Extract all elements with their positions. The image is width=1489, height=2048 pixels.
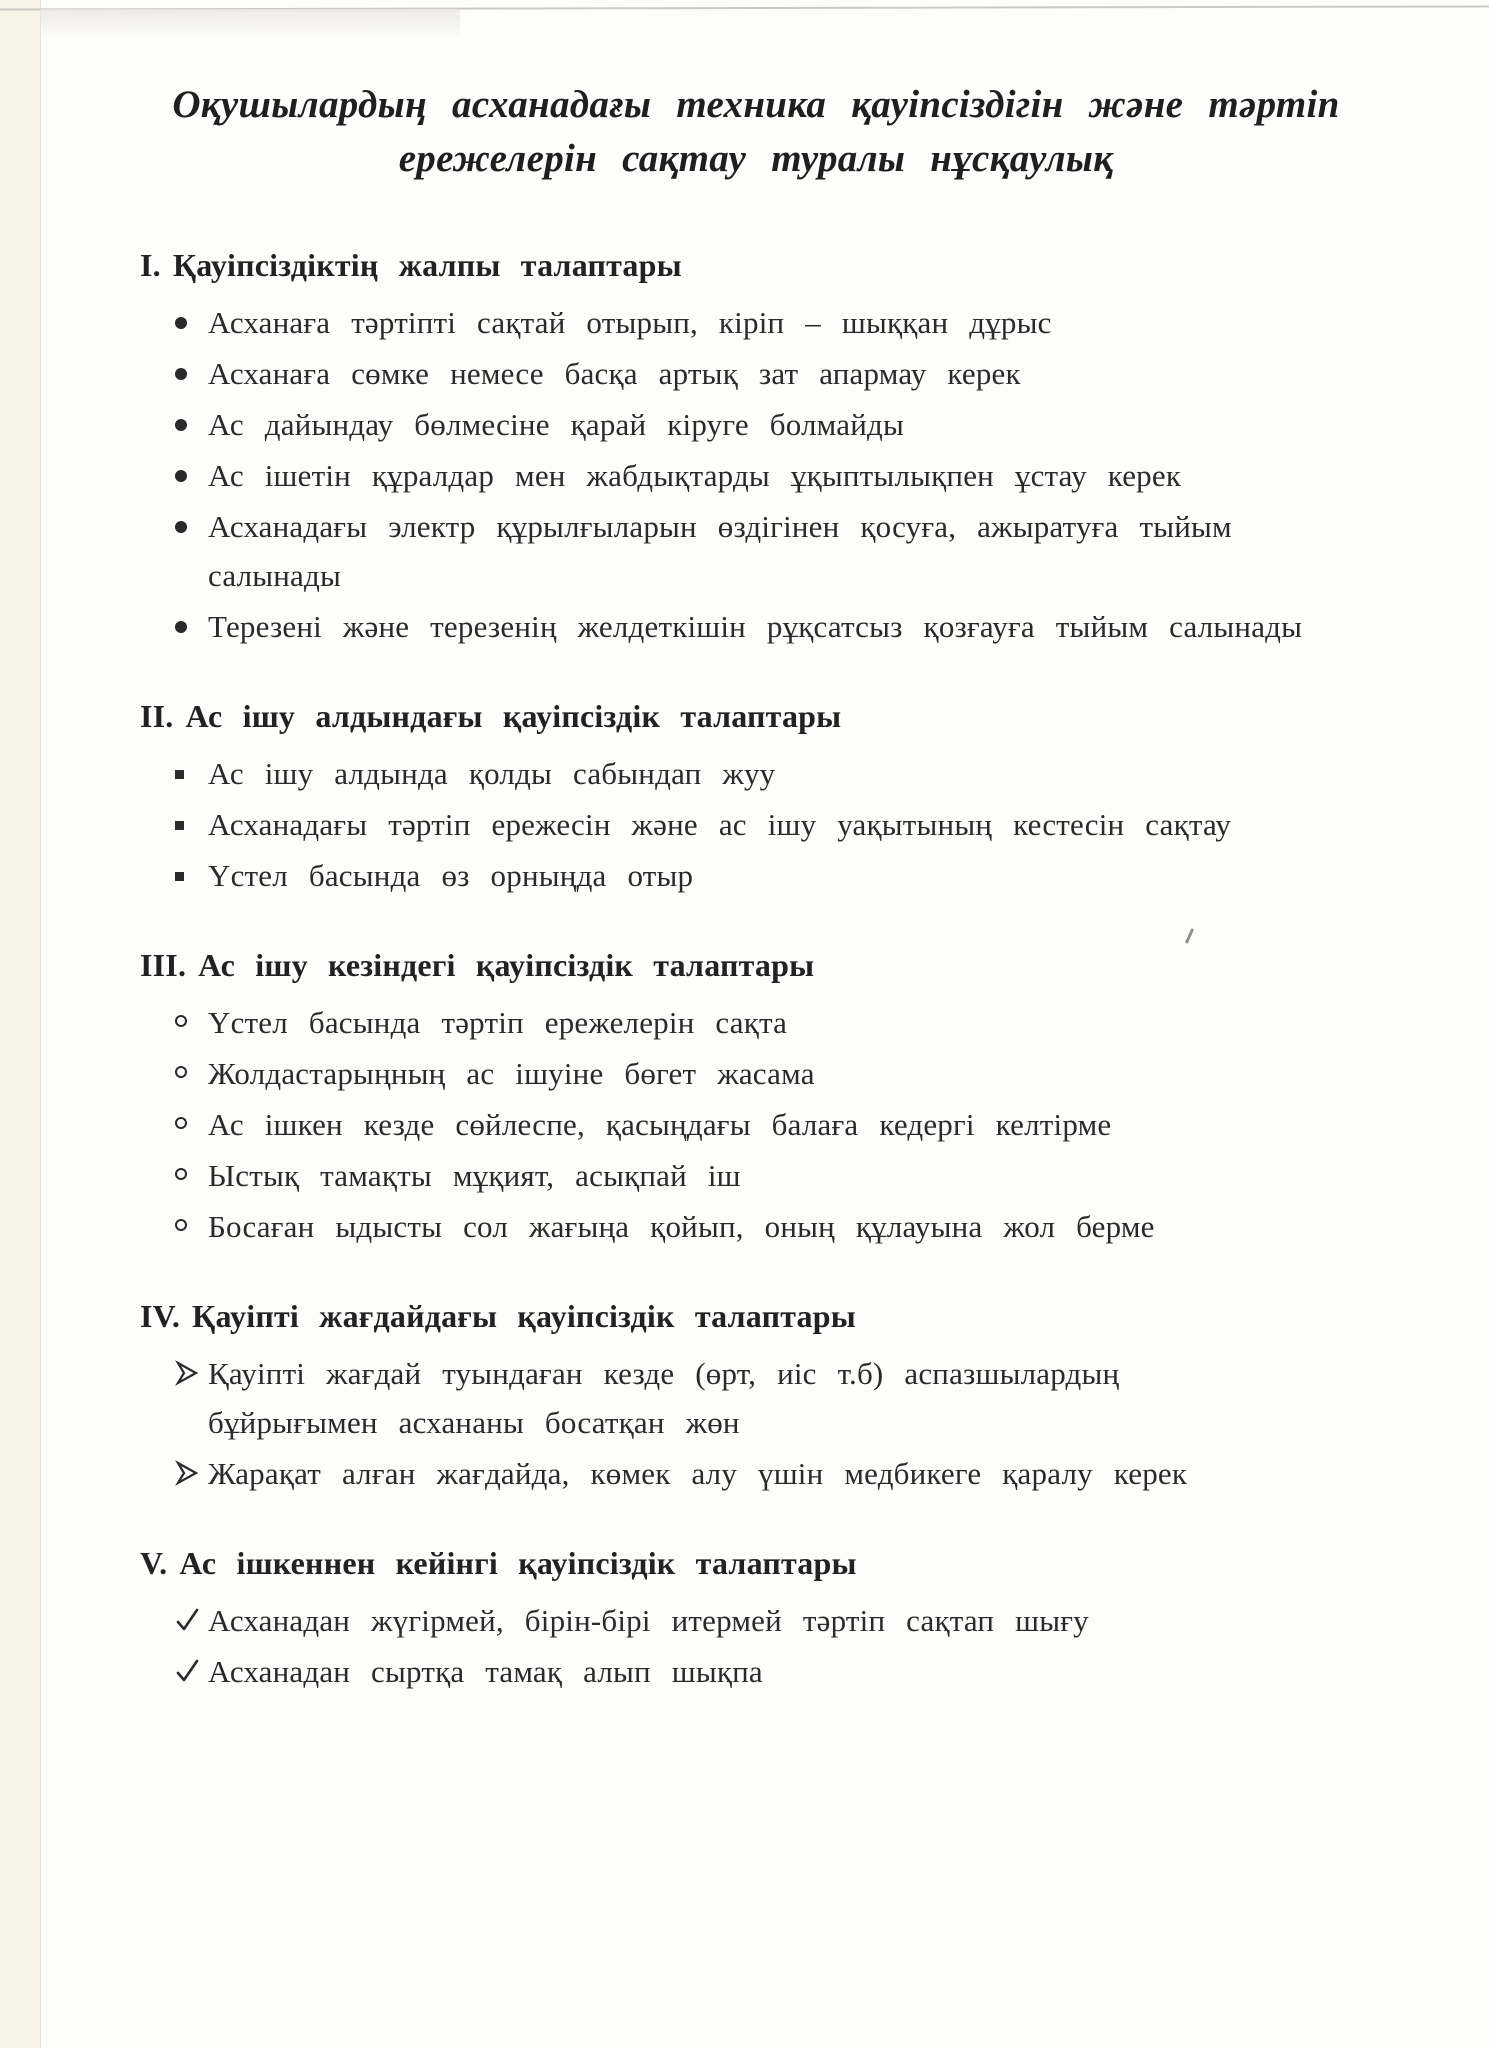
section-heading (140, 242, 1372, 288)
list-item (208, 1449, 1305, 1498)
section-heading (140, 693, 1372, 739)
section-heading-text: Ас ішу алдындағы қауіпсіздік талаптары (185, 698, 842, 734)
list-item (208, 502, 1305, 600)
disc-bullet-icon (175, 621, 187, 633)
list-item-text: Жолдастарыңның ас ішуіне бөгет жасама (208, 1056, 815, 1091)
section-heading (140, 1540, 1372, 1586)
scan-corner-shade (40, 9, 460, 39)
section-numeral: V. (140, 1545, 168, 1581)
bullet-list (140, 1596, 1305, 1696)
circle-bullet-icon (175, 1117, 187, 1129)
list-item (208, 749, 1305, 798)
disc-bullet-icon (175, 419, 187, 431)
disc-bullet-icon (175, 470, 187, 482)
disc-bullet-icon (175, 521, 187, 533)
list-item-text: Ас ішу алдында қолды сабындап жуу (208, 756, 776, 791)
square-bullet-icon (175, 872, 184, 881)
section-heading-text: Ас ішкеннен кейінгі қауіпсіздік талаптары (179, 1545, 857, 1581)
section-numeral: I. (140, 247, 161, 283)
list-item-text: Асханадан жүгірмей, бірін-бірі итермей тәртіп сақтап шығу (208, 1603, 1089, 1638)
section-numeral: II. (140, 698, 174, 734)
list-item (208, 1349, 1305, 1447)
list-item (208, 851, 1305, 900)
circle-bullet-icon (175, 1219, 187, 1231)
disc-bullet-icon (175, 317, 187, 329)
list-item-text: Ыстық тамақты мұқият, асықпай іш (208, 1158, 741, 1193)
section-after-eating (140, 1540, 1372, 1696)
bullet-list (140, 298, 1305, 651)
section-general-requirements (140, 242, 1372, 651)
circle-bullet-icon (175, 1066, 187, 1078)
arrow-bullet-icon (175, 1460, 199, 1486)
list-item (208, 1202, 1305, 1251)
list-item (208, 451, 1305, 500)
list-item-text: Ас ішкен кезде сөйлеспе, қасыңдағы балаға кедергі келтірме (208, 1107, 1112, 1142)
bullet-list (140, 998, 1305, 1251)
section-heading-text: Қауіпті жағдайдағы қауіпсіздік талаптары (192, 1298, 856, 1334)
section-dangerous-situation (140, 1293, 1372, 1498)
list-item-text: Асханадағы тәртіп ережесін және ас ішу уақытының кестесін сақтау (208, 807, 1232, 842)
paper-edge-strip (0, 0, 41, 2048)
list-item-text: Ас ішетін құралдар мен жабдықтарды ұқыптылықпен ұстау керек (208, 458, 1182, 493)
list-item (208, 602, 1305, 651)
list-item (208, 998, 1305, 1047)
list-item (208, 1596, 1305, 1645)
list-item-text: Терезені және терезенің желдеткішін рұқсатсыз қозғауға тыйым салынады (208, 609, 1303, 644)
list-item-text: Асханаға сөмке немесе басқа артық зат апармау керек (208, 356, 1021, 391)
list-item-text: Жарақат алған жағдайда, көмек алу үшін медбикеге қаралу керек (208, 1456, 1188, 1491)
list-item-text: Қауіпті жағдай туындаған кезде (өрт, иіс т.б) аспазшылардың бұйрығымен асхананы босатқан жөн (208, 1356, 1120, 1440)
document-title-line2: ережелерін сақтау туралы нұсқаулық (398, 137, 1114, 180)
list-item (208, 1151, 1305, 1200)
section-heading (140, 942, 1372, 988)
arrow-bullet-icon (175, 1360, 199, 1386)
document-title-line1: Оқушылардың асханадағы техника қауіпсіздігін және тәртіп (172, 83, 1340, 126)
section-numeral: IV. (140, 1298, 181, 1334)
section-before-eating (140, 693, 1372, 900)
list-item-text: Ас дайындау бөлмесіне қарай кіруге болмайды (208, 407, 905, 442)
check-bullet-icon (175, 1607, 201, 1633)
list-item (208, 349, 1305, 398)
square-bullet-icon (175, 821, 184, 830)
section-heading-text: Ас ішу кезіндегі қауіпсіздік талаптары (198, 947, 815, 983)
document-content (140, 78, 1372, 1698)
circle-bullet-icon (175, 1168, 187, 1180)
list-item-text: Босаған ыдысты сол жағыңа қойып, оның құлауына жол берме (208, 1209, 1155, 1244)
list-item (208, 298, 1305, 347)
document-title (140, 78, 1372, 186)
list-item-text: Асханаға тәртіпті сақтай отырып, кіріп – шыққан дұрыс (208, 305, 1052, 340)
list-item (208, 1049, 1305, 1098)
list-item-text: Үстел басында өз орныңда отыр (208, 858, 694, 893)
list-item (208, 400, 1305, 449)
check-bullet-icon (175, 1658, 201, 1684)
bullet-list (140, 1349, 1305, 1498)
list-item (208, 800, 1305, 849)
list-item (208, 1647, 1305, 1696)
disc-bullet-icon (175, 368, 187, 380)
bullet-list (140, 749, 1305, 900)
list-item (208, 1100, 1305, 1149)
list-item-text: Үстел басында тәртіп ережелерін сақта (208, 1005, 788, 1040)
list-item-text: Асханадағы электр құрылғыларын өздігінен қосуға, ажыратуға тыйым салынады (208, 509, 1232, 593)
section-heading (140, 1293, 1372, 1339)
section-numeral: III. (140, 947, 187, 983)
square-bullet-icon (175, 770, 184, 779)
section-while-eating (140, 942, 1372, 1251)
section-heading-text: Қауіпсіздіктің жалпы талаптары (172, 247, 682, 283)
list-item-text: Асханадан сыртқа тамақ алып шықпа (208, 1654, 763, 1689)
circle-bullet-icon (175, 1015, 187, 1027)
